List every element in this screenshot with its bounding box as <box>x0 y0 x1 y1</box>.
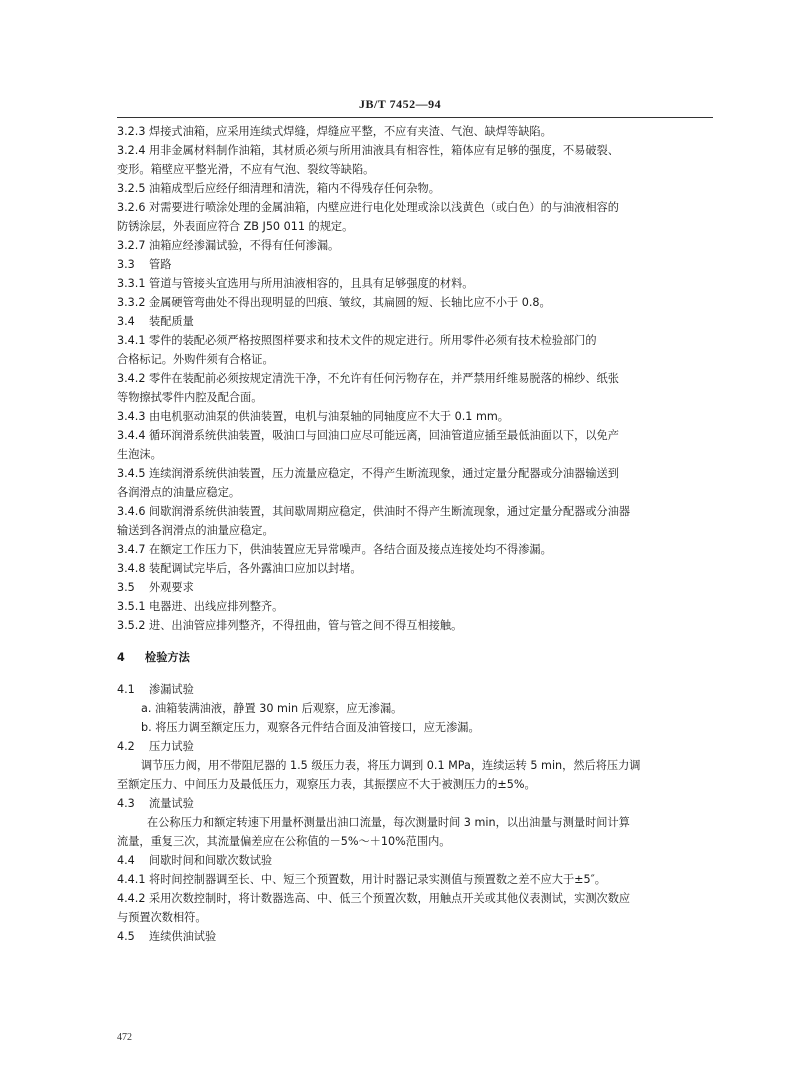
text-line <box>117 737 713 756</box>
clause-number: 3.3.2 <box>117 296 146 309</box>
clause-text: 渗漏试验 <box>149 683 194 696</box>
text-line <box>117 350 713 369</box>
text-line <box>117 407 713 426</box>
clause-number: 4.5 <box>117 930 135 943</box>
clause-number: 3.4.8 <box>117 562 146 575</box>
clause-text: 对需要进行喷涂处理的金属油箱，内壁应进行电化处理或涂以浅黄色（或白色）的与油液相容的 <box>149 201 619 214</box>
clause-text: 电器进、出线应排列整齐。 <box>149 600 284 613</box>
clause-text: 金属硬管弯曲处不得出现明显的凹痕、皱纹，其扁圆的短、长轴比应不小于 0.8。 <box>149 296 551 309</box>
header-rule <box>117 117 713 118</box>
clause-text: 防锈涂层，外表面应符合 ZB J50 011 的规定。 <box>117 220 354 233</box>
clause-text: 由电机驱动油泵的供油装置，电机与油泵轴的同轴度应不大于 0.1 mm。 <box>149 410 509 423</box>
text-line <box>117 464 713 483</box>
text-line <box>117 794 713 813</box>
text-line <box>117 870 713 889</box>
clause-text: 在公称压力和额定转速下用量杯测量出油口流量，每次测量时间 3 min，以出油量与测量时间计算 <box>147 816 630 829</box>
clause-number: 3.3.1 <box>117 277 146 290</box>
text-line <box>117 502 713 521</box>
text-line <box>117 388 713 407</box>
text-line <box>117 889 713 908</box>
clause-number: 3.5.1 <box>117 600 146 613</box>
clause-number: 3.4.4 <box>117 429 146 442</box>
clause-text: 焊接式油箱，应采用连续式焊缝，焊缝应平整，不应有夹渣、气泡、缺焊等缺陷。 <box>149 125 552 138</box>
clause-text: 至额定压力、中间压力及最低压力，观察压力表，其振摆应不大于被测压力的±5%。 <box>117 778 536 791</box>
text-line <box>117 813 713 832</box>
clause-number: 3.3 <box>117 258 135 271</box>
clause-text: 装配质量 <box>149 315 194 328</box>
text-line <box>117 236 713 255</box>
clause-text: a. 油箱装满油液，静置 30 min 后观察，应无渗漏。 <box>141 702 403 715</box>
text-line <box>117 680 713 699</box>
clause-text: 流量，重复三次，其流量偏差应在公称值的－5%～＋10%范围内。 <box>117 835 451 848</box>
clause-text: 油箱应经渗漏试验，不得有任何渗漏。 <box>149 239 340 252</box>
document-body <box>117 122 713 946</box>
text-line <box>117 851 713 870</box>
text-line <box>117 908 713 927</box>
clause-number: 3.4.5 <box>117 467 146 480</box>
text-line <box>117 521 713 540</box>
page-header: JB/T 7452—94 <box>358 97 442 111</box>
clause-text: 调节压力阀，用不带阻尼器的 1.5 级压力表，将压力调到 0.1 MPa，连续运转 5 min，然后将压力调 <box>141 759 641 772</box>
clause-text: 各润滑点的油量应稳定。 <box>117 486 241 499</box>
clause-text: 管路 <box>149 258 172 271</box>
clause-text: b. 将压力调至额定压力，观察各元件结合面及油管接口，应无渗漏。 <box>141 721 480 734</box>
text-line <box>117 426 713 445</box>
clause-number: 3.4 <box>117 315 135 328</box>
clause-number: 3.4.3 <box>117 410 146 423</box>
section-title: 检验方法 <box>145 651 190 664</box>
clause-text: 油箱成型后应经仔细清理和清洗，箱内不得残存任何杂物。 <box>149 182 440 195</box>
section-4-heading <box>117 648 713 667</box>
text-line <box>117 293 713 312</box>
text-line <box>117 832 713 851</box>
clause-number: 3.5 <box>117 581 135 594</box>
clause-number: 3.4.1 <box>117 334 146 347</box>
page-number: 472 <box>117 1032 132 1043</box>
text-line <box>117 198 713 217</box>
clause-text: 等物擦拭零件内腔及配合面。 <box>117 391 263 404</box>
clause-text: 管道与管接头宜选用与所用油液相容的，且具有足够强度的材料。 <box>149 277 474 290</box>
text-line <box>117 616 713 635</box>
text-line <box>117 141 713 160</box>
clause-text: 压力试验 <box>149 740 194 753</box>
clause-number: 3.4.7 <box>117 543 146 556</box>
clause-text: 间歇时间和间歇次数试验 <box>149 854 273 867</box>
text-line <box>117 597 713 616</box>
clause-number: 3.4.6 <box>117 505 146 518</box>
section-3-continued <box>117 122 713 635</box>
clause-text: 循环润滑系统供油装置，吸油口与回油口应尽可能远离，回油管道应插至最低油面以下，以免产 <box>149 429 619 442</box>
clause-number: 4.1 <box>117 683 135 696</box>
text-line <box>117 312 713 331</box>
text-line <box>117 445 713 464</box>
clause-number: 4.4.1 <box>117 873 146 886</box>
section-4-body <box>117 680 713 946</box>
text-line <box>117 331 713 350</box>
text-line <box>117 756 713 775</box>
clause-number: 3.2.5 <box>117 182 146 195</box>
clause-number: 3.5.2 <box>117 619 146 632</box>
text-line <box>117 217 713 236</box>
clause-text: 外观要求 <box>149 581 194 594</box>
clause-text: 将时间控制器调至长、中、短三个预置数，用计时器记录实测值与预置数之差不应大于±5″。 <box>149 873 606 886</box>
clause-number: 3.2.3 <box>117 125 146 138</box>
clause-text: 零件在装配前必须按规定清洗干净，不允许有任何污物存在，并严禁用纤维易脱落的棉纱、纸张 <box>149 372 619 385</box>
clause-number: 4.4.2 <box>117 892 146 905</box>
clause-text: 采用次数控制时，将计数器选高、中、低三个预置次数，用触点开关或其他仪表测试，实测次数应 <box>149 892 631 905</box>
clause-text: 变形。箱壁应平整光滑，不应有气泡、裂纹等缺陷。 <box>117 163 375 176</box>
clause-number: 4.3 <box>117 797 135 810</box>
text-line <box>117 559 713 578</box>
text-line <box>117 578 713 597</box>
clause-number: 3.2.6 <box>117 201 146 214</box>
clause-text: 用非金属材料制作油箱，其材质必须与所用油液具有相容性，箱体应有足够的强度，不易破裂、 <box>149 144 619 157</box>
clause-text: 连续供油试验 <box>149 930 217 943</box>
clause-text: 输送到各润滑点的油量应稳定。 <box>117 524 274 537</box>
clause-text: 合格标记。外购件须有合格证。 <box>117 353 274 366</box>
text-line <box>117 255 713 274</box>
clause-text: 间歇润滑系统供油装置，其间歇周期应稳定，供油时不得产生断流现象，通过定量分配器或分油器 <box>149 505 631 518</box>
text-line <box>117 718 713 737</box>
text-line <box>117 699 713 718</box>
text-line <box>117 179 713 198</box>
text-line <box>117 274 713 293</box>
text-line <box>117 369 713 388</box>
text-line <box>117 483 713 502</box>
text-line <box>117 775 713 794</box>
clause-text: 流量试验 <box>149 797 194 810</box>
clause-text: 连续润滑系统供油装置，压力流量应稳定，不得产生断流现象，通过定量分配器或分油器输送到 <box>149 467 619 480</box>
clause-number: 4.2 <box>117 740 135 753</box>
clause-text: 在额定工作压力下，供油装置应无异常噪声。各结合面及接点连接处均不得渗漏。 <box>149 543 552 556</box>
clause-number: 4.4 <box>117 854 135 867</box>
clause-text: 装配调试完毕后，各外露油口应加以封堵。 <box>149 562 362 575</box>
text-line <box>117 160 713 179</box>
clause-text: 生泡沫。 <box>117 448 162 461</box>
text-line <box>117 540 713 559</box>
text-line <box>117 122 713 141</box>
clause-number: 3.2.4 <box>117 144 146 157</box>
section-number: 4 <box>117 651 125 664</box>
clause-number: 3.4.2 <box>117 372 146 385</box>
clause-text: 零件的装配必须严格按照图样要求和技术文件的规定进行。所用零件必须有技术检验部门的 <box>149 334 597 347</box>
text-line <box>117 927 713 946</box>
clause-text: 进、出油管应排列整齐，不得扭曲，管与管之间不得互相接触。 <box>149 619 463 632</box>
clause-number: 3.2.7 <box>117 239 146 252</box>
clause-text: 与预置次数相符。 <box>117 911 207 924</box>
